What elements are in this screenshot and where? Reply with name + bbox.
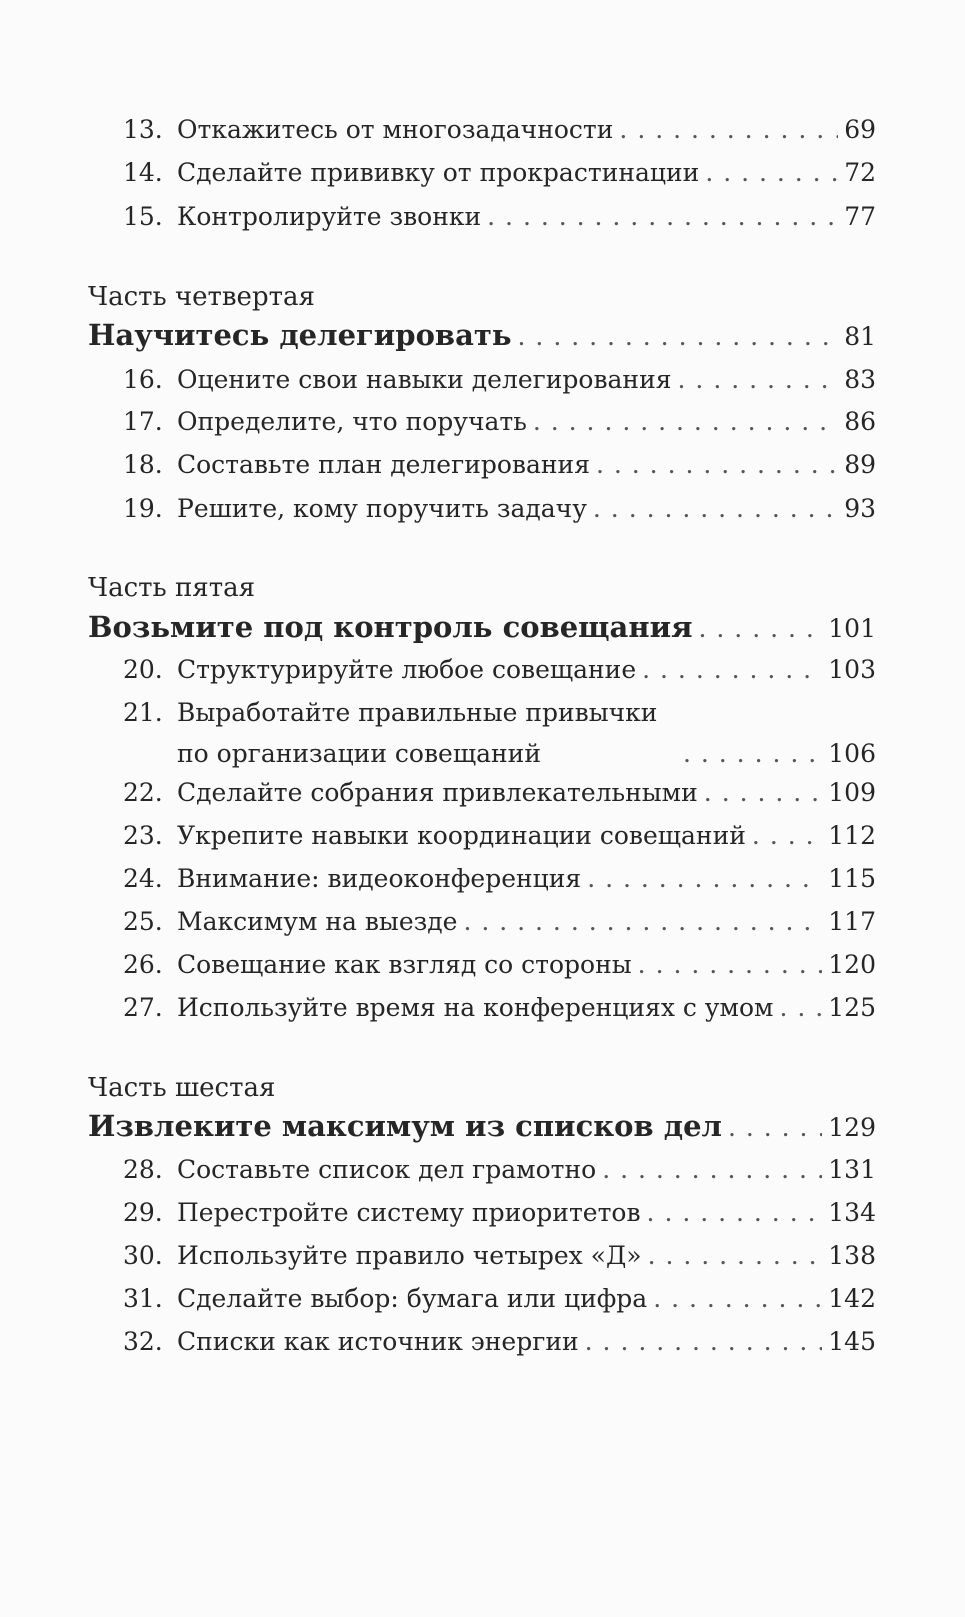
leader-dots [638, 950, 823, 980]
toc-entry [123, 1198, 876, 1228]
entry-page: 103 [828, 655, 876, 684]
leader-dots [487, 202, 838, 232]
leader-dots [704, 778, 822, 808]
entry-number: 31. [123, 1284, 163, 1313]
leader-dots [699, 612, 823, 646]
entry-page: 134 [828, 1198, 876, 1227]
entry-title: Используйте время на конференциях с умом [177, 993, 774, 1022]
leader-dots [463, 907, 822, 937]
entry-number: 18. [123, 450, 163, 479]
part-label: Часть шестая [88, 1073, 276, 1103]
entry-page: 145 [828, 1327, 876, 1356]
entry-page: 142 [828, 1284, 876, 1313]
entry-title: Совещание как взгляд со стороны [177, 950, 632, 979]
entry-page: 69 [844, 115, 876, 144]
entry-number: 13. [123, 115, 163, 144]
leader-dots [752, 821, 822, 851]
toc-entry [123, 778, 876, 808]
leader-dots [678, 365, 839, 395]
entry-title: Составьте список дел грамотно [177, 1155, 597, 1184]
leader-dots [642, 655, 822, 685]
toc-entry [123, 158, 876, 188]
toc-entry [123, 692, 876, 774]
leader-dots [648, 1241, 823, 1271]
leader-dots [602, 1155, 822, 1185]
entry-page: 115 [828, 864, 876, 893]
entry-page: 83 [844, 365, 876, 394]
entry-page: 93 [844, 494, 876, 523]
leader-dots [779, 993, 822, 1023]
entry-number: 32. [123, 1327, 163, 1356]
part-title-text: Научитесь делегировать [88, 318, 512, 352]
part-page: 81 [844, 322, 876, 351]
toc-entry [123, 1284, 876, 1314]
toc-entry [123, 494, 876, 524]
entry-page: 120 [828, 950, 876, 979]
part-title [88, 1109, 876, 1145]
entry-title: Оцените свои навыки делегирования [177, 365, 672, 394]
entry-page: 117 [828, 907, 876, 936]
entry-number: 15. [123, 202, 163, 231]
toc-entry [123, 365, 876, 395]
entry-number: 27. [123, 993, 163, 1022]
toc-entry [123, 407, 876, 437]
entry-page: 112 [828, 821, 876, 850]
leader-dots [533, 407, 838, 437]
entry-page: 109 [828, 778, 876, 807]
entry-number: 28. [123, 1155, 163, 1184]
entry-title: Списки как источник энергии [177, 1327, 579, 1356]
entry-page: 77 [844, 202, 876, 231]
entry-number: 17. [123, 407, 163, 436]
entry-title: Используйте правило четырех «Д» [177, 1241, 642, 1270]
part-page: 129 [828, 1113, 876, 1142]
leader-dots [705, 158, 838, 188]
entry-title: Определите, что поручать [177, 407, 527, 436]
entry-number: 22. [123, 778, 163, 807]
entry-page: 138 [828, 1241, 876, 1270]
toc-entry [123, 1327, 876, 1357]
toc-entry [123, 950, 876, 980]
leader-dots [587, 864, 822, 894]
toc-entry [123, 450, 876, 480]
leader-dots [593, 494, 838, 524]
entry-title: Решите, кому поручить задачу [177, 494, 587, 523]
part-label: Часть пятая [88, 573, 255, 603]
toc-entry [123, 1155, 876, 1185]
entry-title: Укрепите навыки координации совещаний [177, 821, 746, 850]
entry-number: 24. [123, 864, 163, 893]
part-label: Часть четвертая [88, 282, 315, 312]
entry-number: 30. [123, 1241, 163, 1270]
entry-number: 23. [123, 821, 163, 850]
toc-entry [123, 202, 876, 232]
leader-dots [619, 115, 838, 145]
toc-entry [123, 864, 876, 894]
entry-page: 106 [828, 739, 876, 768]
entry-page: 89 [844, 450, 876, 479]
entry-title: Составьте план делегирования [177, 450, 590, 479]
entry-title: Внимание: видеоконференция [177, 864, 582, 893]
entry-title: Откажитесь от многозадачности [177, 115, 614, 144]
entry-page: 131 [828, 1155, 876, 1184]
leader-dots [596, 450, 838, 480]
entry-number: 26. [123, 950, 163, 979]
entry-number: 19. [123, 494, 163, 523]
entry-number: 16. [123, 365, 163, 394]
toc-entry [123, 115, 876, 145]
entry-page: 125 [828, 993, 876, 1022]
toc-entry [123, 907, 876, 937]
part-title [88, 318, 876, 354]
leader-dots [647, 1198, 823, 1228]
toc-entry [123, 821, 876, 851]
part-title [88, 610, 876, 646]
leader-dots [683, 733, 822, 774]
entry-title: Максимум на выезде [177, 907, 458, 936]
leader-dots [518, 320, 839, 354]
entry-number: 29. [123, 1198, 163, 1227]
toc-entry [123, 1241, 876, 1271]
entry-title: Выработайте правильные привычки по организации совещаний [177, 698, 658, 768]
entry-title: Контролируйте звонки [177, 202, 482, 231]
entry-number: 14. [123, 158, 163, 187]
entry-title: Структурируйте любое совещание [177, 655, 637, 684]
entry-title: Сделайте выбор: бумага или цифра [177, 1284, 648, 1313]
entry-title: Сделайте собрания привлекательными [177, 778, 698, 807]
leader-dots [585, 1327, 823, 1357]
leader-dots [728, 1111, 822, 1145]
part-title-text: Извлеките максимум из списков дел [88, 1109, 722, 1143]
part-title-text: Возьмите под контроль совещания [88, 610, 693, 644]
entry-page: 86 [844, 407, 876, 436]
entry-number: 21. [123, 698, 163, 727]
part-page: 101 [828, 614, 876, 643]
toc-entry [123, 993, 876, 1023]
entry-title: Перестройте систему приоритетов [177, 1198, 641, 1227]
leader-dots [653, 1284, 822, 1314]
entry-number: 20. [123, 655, 163, 684]
entry-number: 25. [123, 907, 163, 936]
entry-page: 72 [844, 158, 876, 187]
entry-title: Сделайте прививку от прокрастинации [177, 158, 700, 187]
toc-entry [123, 655, 876, 685]
